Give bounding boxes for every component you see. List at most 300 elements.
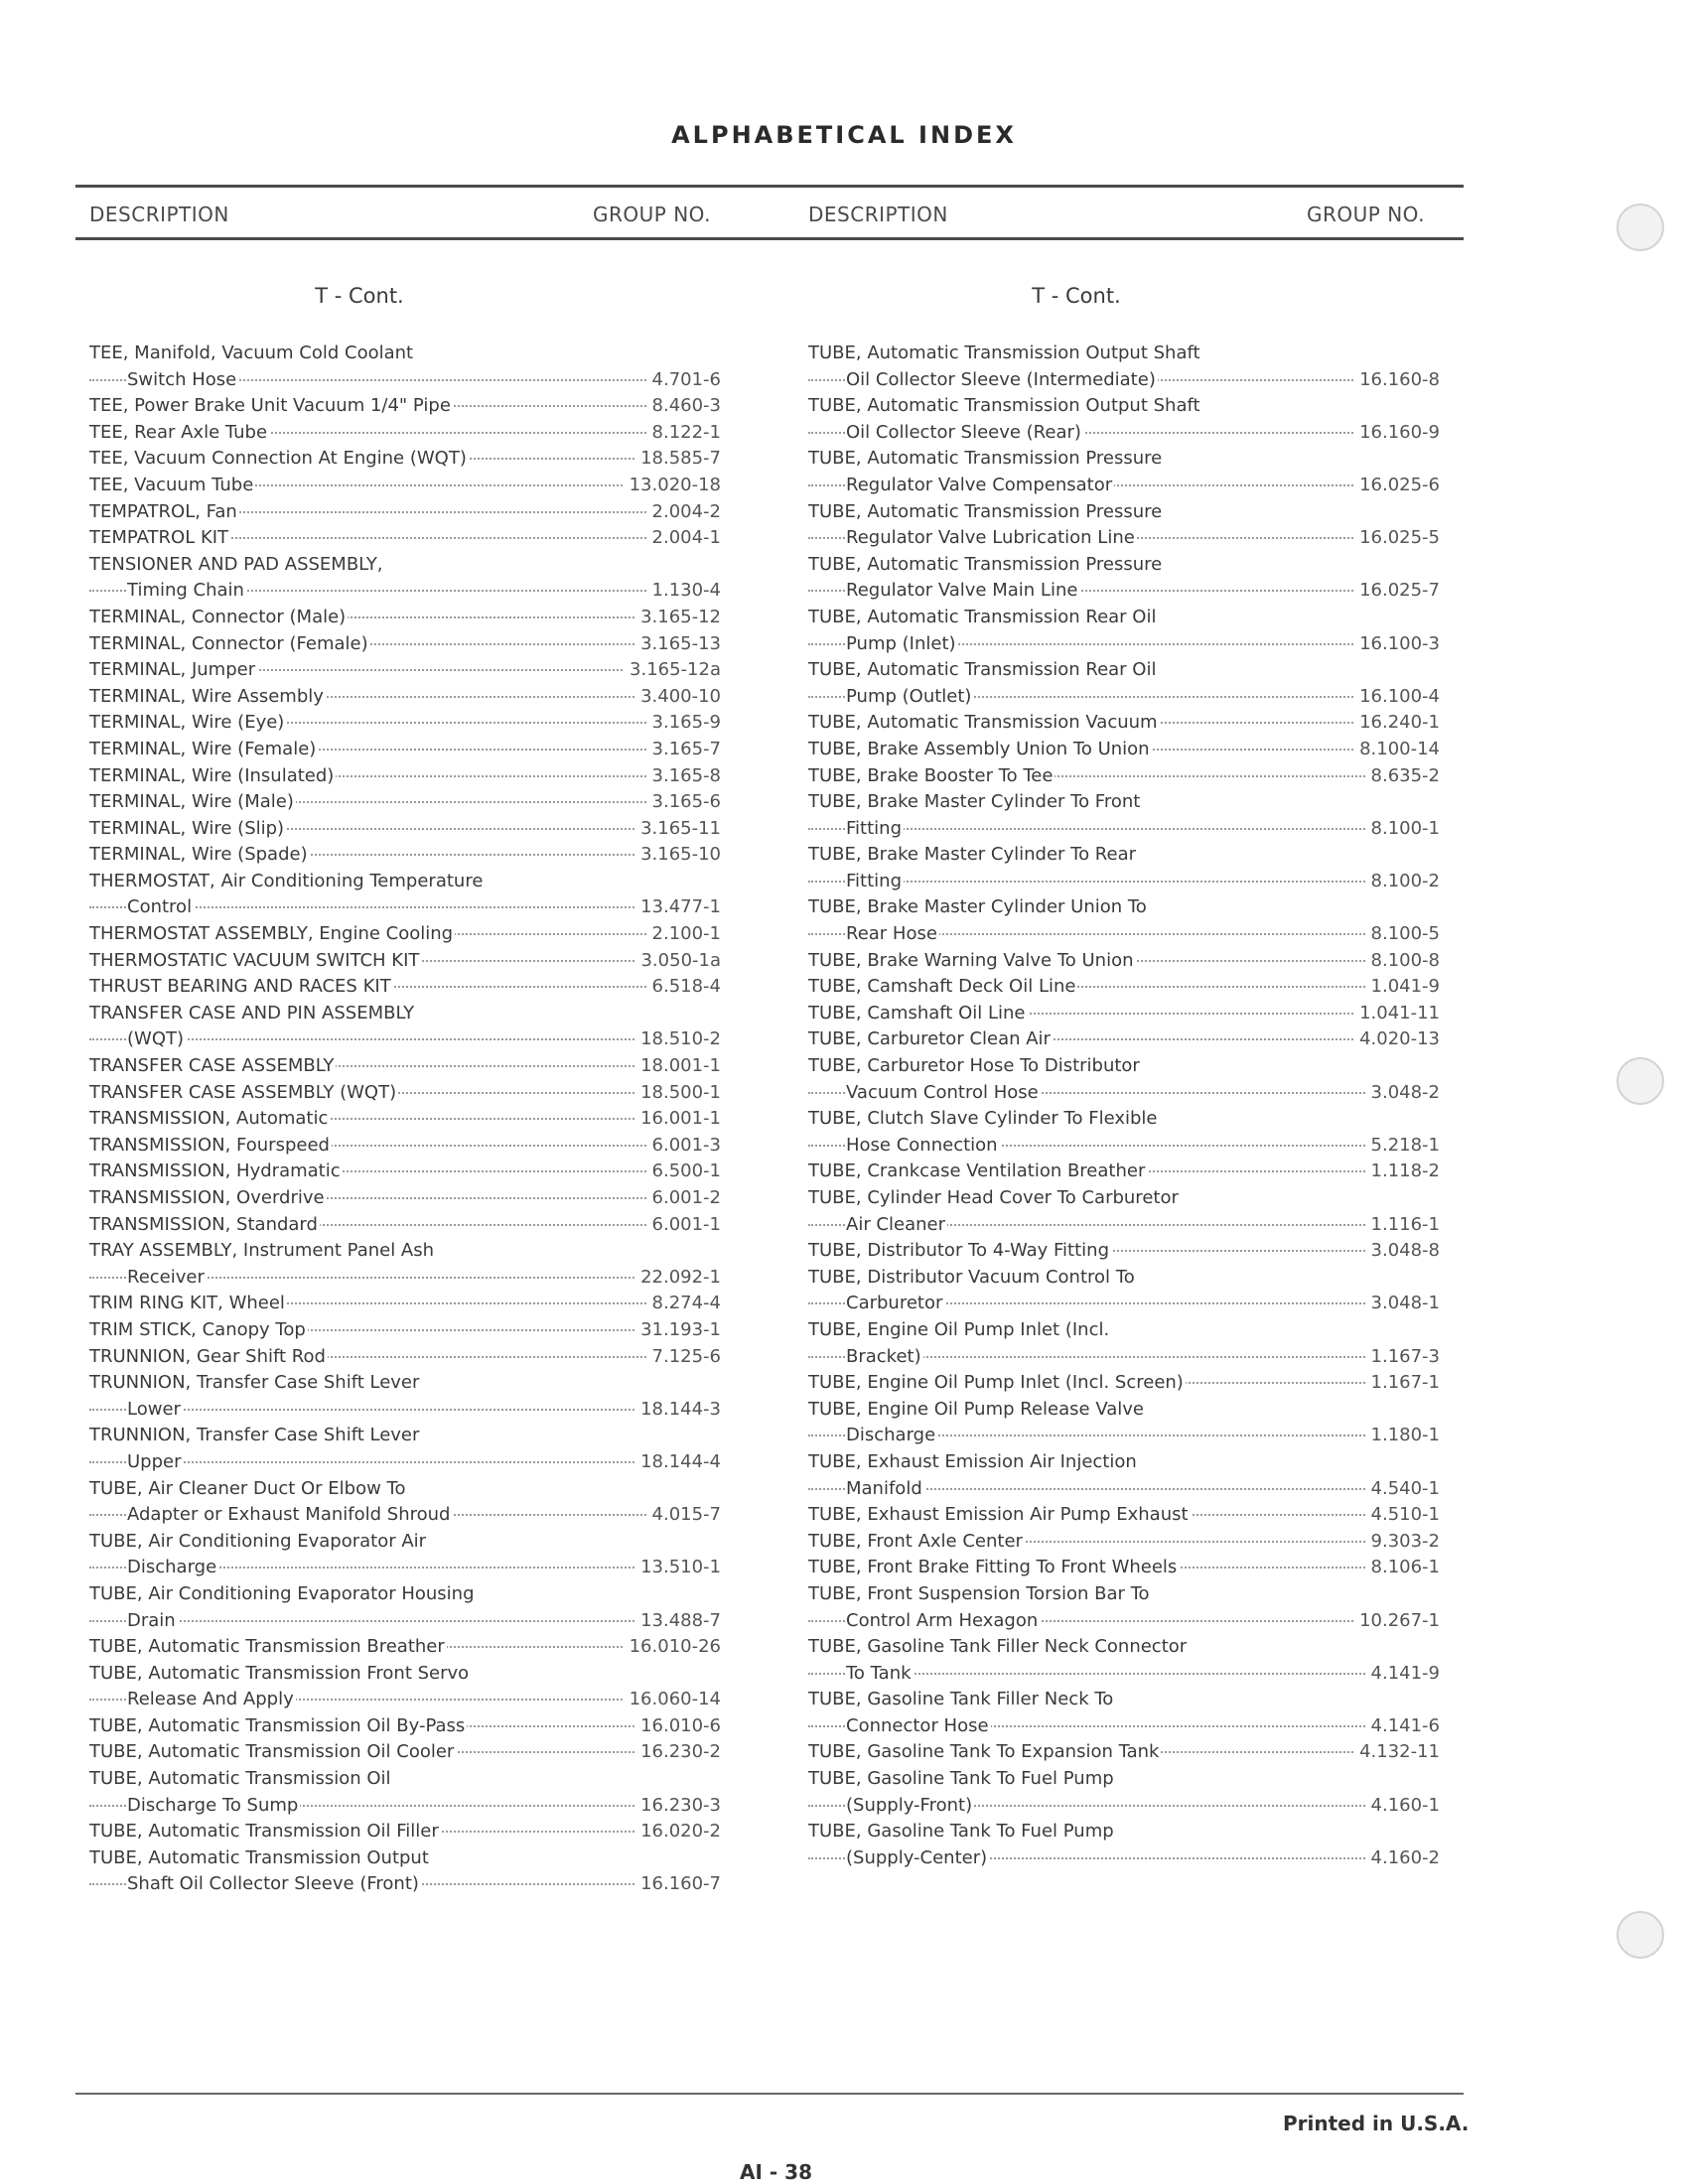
index-entry-line (89, 657, 721, 684)
index-entry-line (89, 1026, 721, 1053)
index-entry-line (89, 1106, 721, 1133)
entry-group-number: 3.048-2 (1365, 1080, 1440, 1107)
index-entry-line (808, 499, 1440, 526)
index-entry (89, 631, 721, 658)
index-entry (89, 1212, 721, 1239)
index-entry-line (89, 1159, 721, 1185)
entry-group-number: 18.585-7 (634, 446, 721, 473)
entry-description: TRANSMISSION, Overdrive (89, 1185, 327, 1212)
entry-description: TERMINAL, Wire Assembly (89, 684, 326, 711)
index-entry-line (808, 816, 1440, 843)
page-number: AI - 38 (740, 2160, 812, 2184)
entry-description: TUBE, Automatic Transmission Vacuum (808, 710, 1160, 737)
entry-group-number: 8.460-3 (646, 393, 721, 420)
entry-group-number: 8.100-8 (1365, 948, 1440, 975)
index-entry-line (808, 1133, 1440, 1160)
index-entry (89, 1080, 721, 1107)
entry-description: TRIM RING KIT, Wheel (89, 1291, 287, 1317)
index-entry-line (89, 1871, 721, 1898)
index-entry-line (89, 1661, 721, 1688)
entry-description: To Tank (846, 1661, 914, 1688)
index-entry-line (808, 393, 1440, 420)
entry-group-number: 16.240-1 (1353, 710, 1440, 737)
entry-group-number: 7.125-6 (646, 1344, 721, 1371)
index-entry-line (808, 921, 1440, 948)
entry-description: Air Cleaner (846, 1212, 947, 1239)
entry-group-number: 8.100-14 (1353, 737, 1440, 763)
entry-description: Oil Collector Sleeve (Rear) (846, 420, 1083, 447)
entry-description: TUBE, Automatic Transmission Pressure (808, 499, 1164, 526)
index-entry (808, 1819, 1440, 1871)
index-entry-line (808, 1238, 1440, 1265)
index-entry (89, 710, 721, 737)
index-entry (808, 842, 1440, 894)
index-entry-line (89, 1080, 721, 1107)
index-entry-line (89, 1608, 721, 1635)
entry-description: TUBE, Camshaft Deck Oil Line (808, 974, 1077, 1001)
entry-description: Discharge (127, 1555, 218, 1581)
index-entry-line (89, 420, 721, 447)
entry-description: Control Arm Hexagon (846, 1608, 1040, 1635)
index-entry-line (89, 1476, 721, 1503)
index-entry-line (808, 605, 1440, 631)
entry-description: Switch Hose (127, 367, 238, 394)
index-entry-line (89, 1185, 721, 1212)
index-entry-line (808, 1713, 1440, 1740)
index-entry-line (89, 1502, 721, 1529)
index-entry-line (808, 1819, 1440, 1845)
index-entry-line (89, 1344, 721, 1371)
entry-description: TEE, Rear Axle Tube (89, 420, 269, 447)
index-entry-line (89, 737, 721, 763)
index-entry-line (808, 1529, 1440, 1556)
index-entry-line (89, 789, 721, 816)
entry-description: THERMOSTATIC VACUUM SWITCH KIT (89, 948, 421, 975)
index-entry (89, 499, 721, 526)
entry-description: (Supply-Center) (846, 1845, 989, 1872)
index-entry (808, 1001, 1440, 1027)
entry-description: TRANSMISSION, Fourspeed (89, 1133, 332, 1160)
entry-group-number: 3.048-1 (1365, 1291, 1440, 1317)
index-entry-line (89, 1423, 721, 1449)
index-entry (808, 1053, 1440, 1106)
entry-group-number: 4.015-7 (646, 1502, 721, 1529)
index-entry (89, 1238, 721, 1291)
index-entry-line (89, 525, 721, 552)
entry-description: Carburetor (846, 1291, 944, 1317)
index-entry (89, 974, 721, 1001)
index-entry-line (808, 789, 1440, 816)
index-entry-line (89, 684, 721, 711)
entry-group-number: 3.165-8 (646, 763, 721, 790)
index-entry (89, 1819, 721, 1845)
entry-description: TRANSMISSION, Hydramatic (89, 1159, 343, 1185)
index-entry (808, 763, 1440, 790)
entry-group-number: 9.303-2 (1365, 1529, 1440, 1556)
punch-hole-middle (1617, 1057, 1664, 1105)
entry-group-number: 4.020-13 (1353, 1026, 1440, 1053)
entry-group-number: 16.010-26 (624, 1634, 721, 1661)
index-entry-line (808, 1634, 1440, 1661)
entry-description: TUBE, Brake Master Cylinder To Front (808, 789, 1142, 816)
entry-group-number: 4.141-6 (1365, 1713, 1440, 1740)
entry-description: TUBE, Carburetor Clean Air (808, 1026, 1053, 1053)
entry-description: TUBE, Engine Oil Pump Inlet (Incl. Screen) (808, 1370, 1186, 1397)
entry-description: TUBE, Automatic Transmission Output (89, 1845, 431, 1872)
index-entry (89, 1317, 721, 1344)
index-entry-line (89, 446, 721, 473)
index-entry-line (808, 1449, 1440, 1476)
entry-group-number: 2.004-2 (646, 499, 721, 526)
index-entry (89, 1344, 721, 1371)
dot-leader (89, 1409, 721, 1411)
entry-description: Lower (127, 1397, 183, 1424)
entry-description: Shaft Oil Collector Sleeve (Front) (127, 1871, 421, 1898)
entry-group-number: 3.165-7 (646, 737, 721, 763)
index-entry-line (89, 974, 721, 1001)
index-entry-line (808, 1845, 1440, 1872)
entry-description: TUBE, Air Cleaner Duct Or Elbow To (89, 1476, 408, 1503)
index-entry-line (808, 1766, 1440, 1793)
entry-description: Control (127, 894, 194, 921)
index-entry-line (808, 525, 1440, 552)
index-entry-line (89, 1265, 721, 1292)
index-entry-line (808, 1159, 1440, 1185)
index-entry-line (808, 1212, 1440, 1239)
entry-description: TRANSMISSION, Standard (89, 1212, 320, 1239)
entry-group-number: 6.001-3 (646, 1133, 721, 1160)
index-entry-line (89, 499, 721, 526)
entry-group-number: 3.165-9 (646, 710, 721, 737)
entry-description: Oil Collector Sleeve (Intermediate) (846, 367, 1158, 394)
entry-description: TUBE, Engine Oil Pump Inlet (Incl. (808, 1317, 1111, 1344)
index-entry (89, 1581, 721, 1634)
entry-description: TERMINAL, Wire (Eye) (89, 710, 286, 737)
index-entry-line (89, 869, 721, 895)
index-entry-line (89, 605, 721, 631)
left-index-column (89, 341, 721, 1898)
entry-description: TENSIONER AND PAD ASSEMBLY, (89, 552, 385, 579)
entry-description: Regulator Valve Compensator (846, 473, 1114, 499)
index-entry (808, 1317, 1440, 1370)
index-entry (89, 552, 721, 605)
index-entry-line (89, 1370, 721, 1397)
entry-description: Vacuum Control Hose (846, 1080, 1041, 1107)
index-entry (808, 1397, 1440, 1449)
index-entry (89, 1106, 721, 1133)
entry-description: TUBE, Automatic Transmission Oil Filler (89, 1819, 441, 1845)
index-entry-line (89, 894, 721, 921)
entry-group-number: 16.230-3 (634, 1793, 721, 1820)
entry-description: TUBE, Automatic Transmission Pressure (808, 552, 1164, 579)
index-entry (89, 1634, 721, 1661)
index-entry-line (89, 763, 721, 790)
entry-description: TUBE, Automatic Transmission Rear Oil (808, 657, 1158, 684)
entry-group-number: 6.518-4 (646, 974, 721, 1001)
entry-group-number: 3.050-1a (634, 948, 721, 975)
entry-description: TEMPATROL KIT (89, 525, 230, 552)
index-entry-line (808, 763, 1440, 790)
index-entry (89, 948, 721, 975)
entry-group-number: 16.025-6 (1353, 473, 1440, 499)
right-index-column (808, 341, 1440, 1871)
entry-description: TUBE, Front Brake Fitting To Front Wheels (808, 1555, 1179, 1581)
index-entry-line (89, 552, 721, 579)
printed-in-usa: Printed in U.S.A. (1283, 2112, 1470, 2135)
entry-group-number: 8.106-1 (1365, 1555, 1440, 1581)
index-entry-line (89, 1766, 721, 1793)
entry-description: TUBE, Camshaft Oil Line (808, 1001, 1028, 1027)
index-entry (808, 446, 1440, 498)
entry-description: TEE, Vacuum Tube (89, 473, 255, 499)
index-entry (808, 1159, 1440, 1185)
entry-group-number: 16.001-1 (634, 1106, 721, 1133)
page-title: ALPHABETICAL INDEX (671, 121, 1017, 149)
index-entry (89, 1370, 721, 1423)
entry-group-number: 6.001-1 (646, 1212, 721, 1239)
entry-description: TUBE, Carburetor Hose To Distributor (808, 1053, 1142, 1080)
index-entry (89, 657, 721, 684)
entry-description: TUBE, Brake Assembly Union To Union (808, 737, 1152, 763)
index-entry (89, 1661, 721, 1713)
index-entry (808, 789, 1440, 842)
index-entry-line (89, 816, 721, 843)
entry-description: TRAY ASSEMBLY, Instrument Panel Ash (89, 1238, 436, 1265)
index-entry (808, 1370, 1440, 1397)
entry-group-number: 1.116-1 (1365, 1212, 1440, 1239)
index-entry-line (808, 1608, 1440, 1635)
index-entry-line (808, 1080, 1440, 1107)
entry-group-number: 2.100-1 (646, 921, 721, 948)
entry-description: TRANSFER CASE ASSEMBLY (WQT) (89, 1080, 398, 1107)
index-entry-line (808, 1265, 1440, 1292)
index-entry (89, 1291, 721, 1317)
index-entry-line (808, 552, 1440, 579)
left-group-header: GROUP NO. (593, 203, 711, 226)
index-entry (89, 1476, 721, 1529)
entry-group-number: 4.141-9 (1365, 1661, 1440, 1688)
entry-group-number: 13.488-7 (634, 1608, 721, 1635)
entry-description: TERMINAL, Wire (Slip) (89, 816, 286, 843)
entry-description: Adapter or Exhaust Manifold Shroud (127, 1502, 452, 1529)
index-entry (808, 605, 1440, 657)
entry-description: TUBE, Automatic Transmission Breather (89, 1634, 447, 1661)
index-entry-line (808, 1423, 1440, 1449)
entry-description: TUBE, Front Axle Center (808, 1529, 1025, 1556)
punch-hole-bottom (1617, 1911, 1664, 1959)
entry-description: TUBE, Gasoline Tank To Fuel Pump (808, 1766, 1116, 1793)
index-entry (89, 1739, 721, 1766)
index-entry-line (808, 446, 1440, 473)
index-entry (808, 1766, 1440, 1819)
entry-description: Connector Hose (846, 1713, 991, 1740)
index-entry (89, 473, 721, 499)
entry-group-number: 16.010-6 (634, 1713, 721, 1740)
index-entry-line (89, 1634, 721, 1661)
index-entry (89, 1159, 721, 1185)
index-entry (89, 737, 721, 763)
index-entry (89, 684, 721, 711)
index-entry (89, 921, 721, 948)
entry-group-number: 4.160-1 (1365, 1793, 1440, 1820)
index-entry (808, 894, 1440, 947)
entry-group-number: 4.701-6 (646, 367, 721, 394)
entry-description: THRUST BEARING AND RACES KIT (89, 974, 393, 1001)
index-entry-line (89, 1317, 721, 1344)
index-entry-line (89, 1529, 721, 1556)
entry-group-number: 6.500-1 (646, 1159, 721, 1185)
entry-group-number: 13.020-18 (624, 473, 721, 499)
entry-description: TRIM STICK, Canopy Top (89, 1317, 308, 1344)
entry-group-number: 8.274-4 (646, 1291, 721, 1317)
entry-description: TUBE, Front Suspension Torsion Bar To (808, 1581, 1152, 1608)
entry-description: TUBE, Exhaust Emission Air Injection (808, 1449, 1139, 1476)
index-entry-line (808, 710, 1440, 737)
entry-description: TUBE, Brake Master Cylinder To Rear (808, 842, 1138, 869)
punch-hole-top (1617, 204, 1664, 251)
entry-description: TUBE, Gasoline Tank To Expansion Tank (808, 1739, 1161, 1766)
entry-group-number: 18.001-1 (634, 1053, 721, 1080)
index-entry (808, 1026, 1440, 1053)
entry-group-number: 1.041-9 (1365, 974, 1440, 1001)
entry-group-number: 2.004-1 (646, 525, 721, 552)
entry-description: TUBE, Automatic Transmission Front Servo (89, 1661, 471, 1688)
entry-description: TUBE, Distributor Vacuum Control To (808, 1265, 1137, 1292)
entry-description: TUBE, Crankcase Ventilation Breather (808, 1159, 1147, 1185)
index-entry-line (89, 1739, 721, 1766)
index-entry-line (808, 1687, 1440, 1713)
entry-description: TUBE, Automatic Transmission Output Shaft (808, 341, 1202, 367)
entry-group-number: 4.132-11 (1353, 1739, 1440, 1766)
index-entry (808, 657, 1440, 710)
index-entry-line (808, 578, 1440, 605)
entry-description: TERMINAL, Wire (Male) (89, 789, 296, 816)
entry-group-number: 8.100-5 (1365, 921, 1440, 948)
entry-description: TUBE, Cylinder Head Cover To Carburetor (808, 1185, 1181, 1212)
entry-group-number: 4.510-1 (1365, 1502, 1440, 1529)
entry-description: TEE, Power Brake Unit Vacuum 1/4" Pipe (89, 393, 453, 420)
entry-description: Pump (Inlet) (846, 631, 958, 658)
entry-description: THERMOSTAT ASSEMBLY, Engine Cooling (89, 921, 455, 948)
entry-group-number: 16.060-14 (624, 1687, 721, 1713)
index-entry-line (808, 1581, 1440, 1608)
header-bottom-rule (75, 237, 1464, 240)
index-entry (808, 1238, 1440, 1265)
index-entry-line (808, 631, 1440, 658)
entry-description: TUBE, Clutch Slave Cylinder To Flexible (808, 1106, 1160, 1133)
index-entry (808, 499, 1440, 552)
entry-description: TUBE, Automatic Transmission Oil Cooler (89, 1739, 456, 1766)
entry-description: Manifold (846, 1476, 924, 1503)
entry-description: TUBE, Gasoline Tank Filler Neck To (808, 1687, 1115, 1713)
index-entry (89, 842, 721, 869)
right-description-header: DESCRIPTION (808, 203, 948, 226)
index-entry-line (808, 1739, 1440, 1766)
index-entry-line (808, 1026, 1440, 1053)
footer-rule (75, 2093, 1464, 2095)
entry-description: TERMINAL, Jumper (89, 657, 257, 684)
index-entry-line (808, 948, 1440, 975)
index-entry (89, 605, 721, 631)
entry-group-number: 3.165-12a (624, 657, 721, 684)
entry-description: TRUNNION, Gear Shift Rod (89, 1344, 328, 1371)
entry-group-number: 13.477-1 (634, 894, 721, 921)
index-entry-line (808, 684, 1440, 711)
index-entry (808, 1265, 1440, 1317)
entry-group-number: 10.267-1 (1353, 1608, 1440, 1635)
header-top-rule (75, 185, 1464, 188)
entry-description: TUBE, Brake Booster To Tee (808, 763, 1055, 790)
entry-description: Release And Apply (127, 1687, 296, 1713)
index-entry-line (89, 1581, 721, 1608)
index-entry (89, 393, 721, 420)
entry-description: Drain (127, 1608, 178, 1635)
entry-description: TUBE, Automatic Transmission Pressure (808, 446, 1164, 473)
index-entry (808, 1529, 1440, 1556)
entry-description: TERMINAL, Connector (Female) (89, 631, 370, 658)
index-entry-line (808, 974, 1440, 1001)
entry-group-number: 1.118-2 (1365, 1159, 1440, 1185)
entry-description: Receiver (127, 1265, 207, 1292)
index-entry (808, 710, 1440, 737)
entry-group-number: 6.001-2 (646, 1185, 721, 1212)
entry-description: Fitting (846, 816, 904, 843)
index-entry (89, 1766, 721, 1819)
entry-description: TUBE, Distributor To 4-Way Fitting (808, 1238, 1111, 1265)
entry-description: TUBE, Exhaust Emission Air Pump Exhaust (808, 1502, 1191, 1529)
index-entry-line (89, 948, 721, 975)
index-entry (808, 1581, 1440, 1634)
index-entry-line (808, 341, 1440, 367)
index-entry (808, 1555, 1440, 1581)
index-entry-line (808, 420, 1440, 447)
index-entry-line (89, 1449, 721, 1476)
entry-description: (WQT) (127, 1026, 186, 1053)
entry-group-number: 4.160-2 (1365, 1845, 1440, 1872)
entry-description: TERMINAL, Wire (Spade) (89, 842, 310, 869)
index-entry-line (89, 393, 721, 420)
entry-group-number: 3.165-12 (634, 605, 721, 631)
index-entry-line (808, 1555, 1440, 1581)
index-entry-line (808, 1317, 1440, 1344)
entry-description: TERMINAL, Wire (Insulated) (89, 763, 336, 790)
index-entry-line (89, 1713, 721, 1740)
entry-description: (Supply-Front) (846, 1793, 974, 1820)
index-entry (89, 1185, 721, 1212)
index-entry-line (808, 657, 1440, 684)
entry-group-number: 22.092-1 (634, 1265, 721, 1292)
entry-description: TRANSFER CASE AND PIN ASSEMBLY (89, 1001, 416, 1027)
entry-group-number: 16.100-4 (1353, 684, 1440, 711)
entry-description: Rear Hose (846, 921, 939, 948)
entry-group-number: 8.100-2 (1365, 869, 1440, 895)
index-entry-line (808, 842, 1440, 869)
entry-description: TEE, Vacuum Connection At Engine (WQT) (89, 446, 469, 473)
entry-group-number: 1.041-11 (1353, 1001, 1440, 1027)
index-entry (808, 1739, 1440, 1766)
entry-group-number: 3.165-6 (646, 789, 721, 816)
entry-description: Pump (Outlet) (846, 684, 973, 711)
entry-description: TEMPATROL, Fan (89, 499, 239, 526)
index-entry (89, 1001, 721, 1053)
entry-group-number: 8.122-1 (646, 420, 721, 447)
entry-description: Hose Connection (846, 1133, 1000, 1160)
index-entry-line (808, 1476, 1440, 1503)
index-entry (89, 1529, 721, 1581)
entry-description: Regulator Valve Main Line (846, 578, 1079, 605)
index-entry (808, 1634, 1440, 1687)
index-entry-line (808, 473, 1440, 499)
